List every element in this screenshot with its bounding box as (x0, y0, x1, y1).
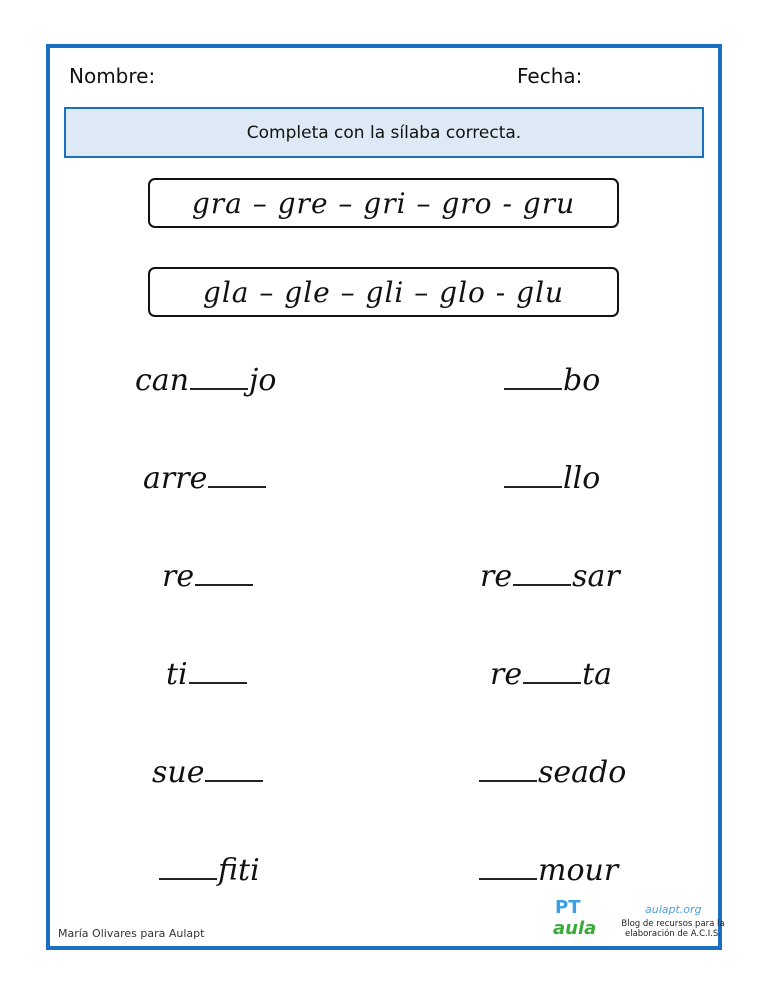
word-prefix: can (135, 363, 190, 398)
exercise-word-right (478, 852, 618, 890)
exercise-word-right (503, 460, 600, 498)
word-prefix: re (480, 559, 513, 594)
word-prefix: sue (152, 755, 205, 790)
word-prefix: ti (166, 657, 188, 692)
syllable-box-gr: gra – gre – gri – gro - gru (148, 178, 619, 228)
fill-blank[interactable] (159, 876, 217, 880)
fill-blank[interactable] (479, 778, 537, 782)
exercise-word-left (135, 362, 276, 400)
logo-aula: aula (553, 918, 597, 939)
word-suffix: llo (563, 461, 601, 496)
fill-blank[interactable] (205, 778, 263, 782)
fill-blank[interactable] (189, 680, 247, 684)
word-suffix: ta (582, 657, 613, 692)
word-suffix: mour (538, 853, 619, 888)
exercise-word-left (166, 656, 248, 694)
word-prefix: re (162, 559, 195, 594)
exercise-word-right (480, 558, 620, 596)
fill-blank[interactable] (195, 582, 253, 586)
exercise-word-right (478, 754, 626, 792)
word-prefix: re (490, 657, 523, 692)
word-prefix: arre (143, 461, 208, 496)
exercise-word-left (143, 460, 267, 498)
exercise-word-left (158, 852, 260, 890)
fill-blank[interactable] (190, 386, 248, 390)
fill-blank[interactable] (208, 484, 266, 488)
credit: María Olivares para Aulapt (58, 927, 205, 940)
word-suffix: bo (563, 363, 601, 398)
word-suffix: jo (249, 363, 277, 398)
instruction-box: Completa con la sílaba correcta. (64, 107, 704, 158)
name-label: Nombre: (69, 64, 156, 88)
word-suffix: fiti (218, 853, 260, 888)
blog-tagline: Blog de recursos para la elaboración de A.C.I.S. (621, 919, 725, 939)
site-url: aulapt.org (645, 903, 702, 916)
aulapt-logo (553, 898, 615, 942)
syllable-box-gl: gla – gle – gli – glo - glu (148, 267, 619, 317)
exercise-word-left (162, 558, 254, 596)
fill-blank[interactable] (513, 582, 571, 586)
logo-pt: PT (555, 897, 581, 918)
fill-blank[interactable] (523, 680, 581, 684)
exercise-word-left (152, 754, 264, 792)
exercise-word-right (503, 362, 600, 400)
date-label: Fecha: (517, 64, 583, 88)
word-suffix: sar (572, 559, 620, 594)
fill-blank[interactable] (504, 484, 562, 488)
exercise-word-right (490, 656, 612, 694)
fill-blank[interactable] (479, 876, 537, 880)
word-suffix: seado (538, 755, 627, 790)
fill-blank[interactable] (504, 386, 562, 390)
